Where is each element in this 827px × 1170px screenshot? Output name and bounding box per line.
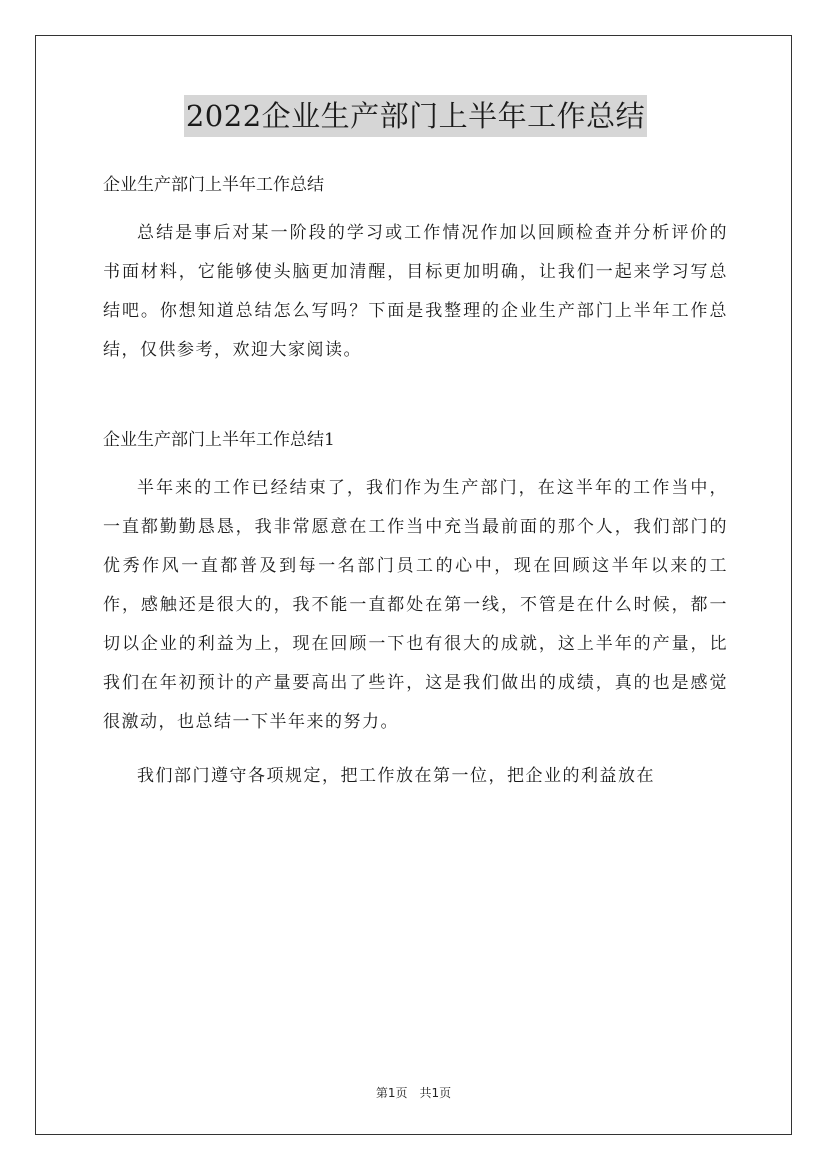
title-container: [103, 95, 728, 137]
body-paragraph-2: 我们部门遵守各项规定，把工作放在第一位，把企业的利益放在: [137, 766, 655, 786]
document-subtitle: 企业生产部门上半年工作总结: [103, 175, 324, 195]
section-heading: 企业生产部门上半年工作总结1: [103, 430, 335, 450]
intro-paragraph: 总结是事后对某一阶段的学习或工作情况作加以回顾检查并分析评价的书面材料，它能够使头脑更加清醒，目标更加明确，让我们一起来学习写总结吧。你想知道总结怎么写吗？下面是我整理的企业生产部门上半年工作总结，仅供参考，欢迎大家阅读。: [103, 223, 728, 360]
page-footer: 第1页 共1页: [375, 1086, 452, 1100]
document-body: [103, 95, 728, 796]
document-title: 2022企业生产部门上半年工作总结: [184, 95, 647, 137]
section-spacer: [103, 370, 728, 430]
body-paragraph-1: 半年来的工作已经结束了，我们作为生产部门，在这半年的工作当中，一直都勤勤恳恳，我非常愿意在工作当中充当最前面的那个人，我们部门的优秀作风一直都普及到每一名部门员工的心中，现在回顾这半年以来的工作，感触还是很大的，我不能一直都处在第一线，不管是在什么时候，都一切以企业的利益为上，现在回顾一下也有很大的成就，这上半年的产量，比我们在年初预计的产量要高出了些许，这是我们做出的成绩，真的也是感觉很激动，也总结一下半年来的努力。: [103, 478, 728, 732]
